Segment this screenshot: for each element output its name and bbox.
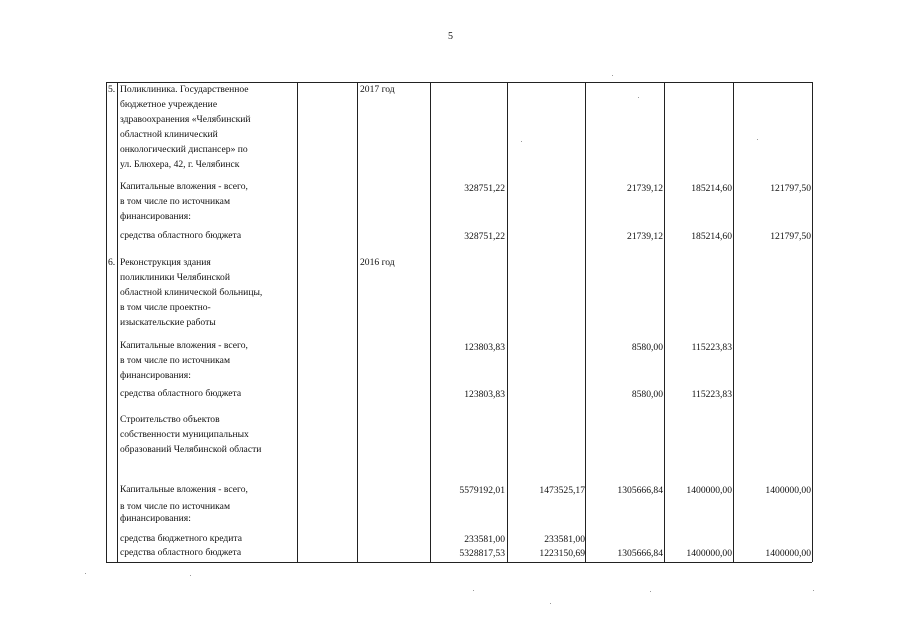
scan-speck (521, 141, 522, 142)
col-border (507, 82, 508, 562)
object-name-line: онкологический диспансер» по (120, 143, 248, 155)
total-cell: 233581,00 (464, 534, 505, 545)
label-line: в том числе по источникам (120, 195, 231, 207)
total-cell: 328751,22 (464, 183, 505, 194)
object-name-line: областной клинической больницы, (120, 286, 263, 298)
object-name-line: изыскательские работы (120, 316, 216, 328)
value-cell: 121797,50 (770, 183, 811, 194)
budget-label: средства областного бюджета (120, 230, 242, 241)
object-name-line: в том числе проектно- (120, 301, 211, 313)
capital-label (120, 180, 248, 225)
value-cell: 1305666,84 (617, 548, 663, 559)
object-name (120, 83, 251, 172)
year-cell: 2017 год (360, 84, 395, 95)
scan-speck (85, 573, 86, 574)
scan-speck (757, 139, 758, 140)
value-cell: 1223150,69 (539, 548, 585, 559)
label-line: Капитальные вложения - всего, (120, 181, 248, 192)
value-cell: 1473525,17 (539, 485, 585, 496)
value-cell: 1400000,00 (686, 548, 732, 559)
capital-label (120, 339, 248, 384)
col-border (812, 82, 813, 562)
row-number: 5. (108, 84, 116, 95)
label-line: финансирования: (120, 210, 191, 222)
total-cell: 123803,83 (464, 389, 505, 400)
total-cell: 123803,83 (464, 342, 505, 353)
value-cell: 1400000,00 (765, 548, 811, 559)
col-border (733, 82, 734, 562)
object-name-line: бюджетное учреждение (120, 98, 218, 110)
page-number: 5 (448, 31, 453, 42)
scan-speck (473, 590, 474, 591)
total-cell: 5579192,01 (459, 485, 505, 496)
label-line: в том числе по источникам (120, 354, 231, 366)
object-name-line: Поликлиника. Государственное (120, 84, 249, 95)
col-border (430, 82, 431, 562)
value-cell: 1400000,00 (765, 485, 811, 496)
section-title-line: собственности муниципальных (120, 428, 249, 440)
scan-speck (612, 75, 613, 76)
value-cell: 115223,83 (691, 342, 732, 353)
value-cell: 1305666,84 (617, 485, 663, 496)
scan-speck (650, 591, 651, 592)
scan-speck (638, 97, 639, 98)
value-cell: 8580,00 (631, 389, 663, 400)
scan-speck (190, 575, 191, 576)
object-name-line: ул. Блюхера, 42, г. Челябинск (120, 158, 240, 170)
section-title (120, 413, 261, 458)
label-line: Капитальные вложения - всего, (120, 340, 248, 351)
object-name-line: областной клинический (120, 128, 218, 140)
value-cell: 8580,00 (631, 342, 663, 353)
total-cell: 5328817,53 (459, 548, 505, 559)
budget-label: средства областного бюджета (120, 547, 242, 558)
year-cell: 2016 год (360, 257, 395, 268)
budget-label: средства областного бюджета (120, 388, 242, 399)
row-number: 6. (108, 257, 116, 268)
section-title-line: Строительство объектов (120, 414, 220, 425)
capital-label (120, 481, 248, 529)
value-cell: 21739,12 (627, 183, 663, 194)
col-border (585, 82, 586, 562)
col-border (106, 82, 107, 562)
scan-speck (813, 590, 814, 591)
col-border (297, 82, 298, 562)
object-name-line: поликлиники Челябинской (120, 271, 230, 283)
col-border (117, 82, 118, 562)
value-cell: 21739,12 (627, 231, 663, 242)
object-name-line: Реконструкция здания (120, 257, 211, 268)
value-cell: 115223,83 (691, 389, 732, 400)
value-cell: 121797,50 (770, 231, 811, 242)
label-line: финансирования: (120, 513, 191, 524)
section-title-line: образований Челябинской области (120, 443, 262, 455)
table-bottom-border (106, 562, 812, 563)
total-cell: 328751,22 (464, 231, 505, 242)
value-cell: 1400000,00 (686, 485, 732, 496)
object-name (120, 256, 262, 331)
label-line: в том числе по источникам (120, 501, 231, 512)
label-line: Капитальные вложения - всего, (120, 484, 248, 495)
label-line: финансирования: (120, 369, 191, 381)
value-cell: 233581,00 (544, 534, 585, 545)
object-name-line: здравоохранения «Челябинский (120, 113, 251, 125)
value-cell: 185214,60 (691, 231, 732, 242)
credit-label: средства бюджетного кредита (120, 533, 242, 544)
col-border (664, 82, 665, 562)
scan-speck (550, 603, 551, 604)
col-border (357, 82, 358, 562)
value-cell: 185214,60 (691, 183, 732, 194)
